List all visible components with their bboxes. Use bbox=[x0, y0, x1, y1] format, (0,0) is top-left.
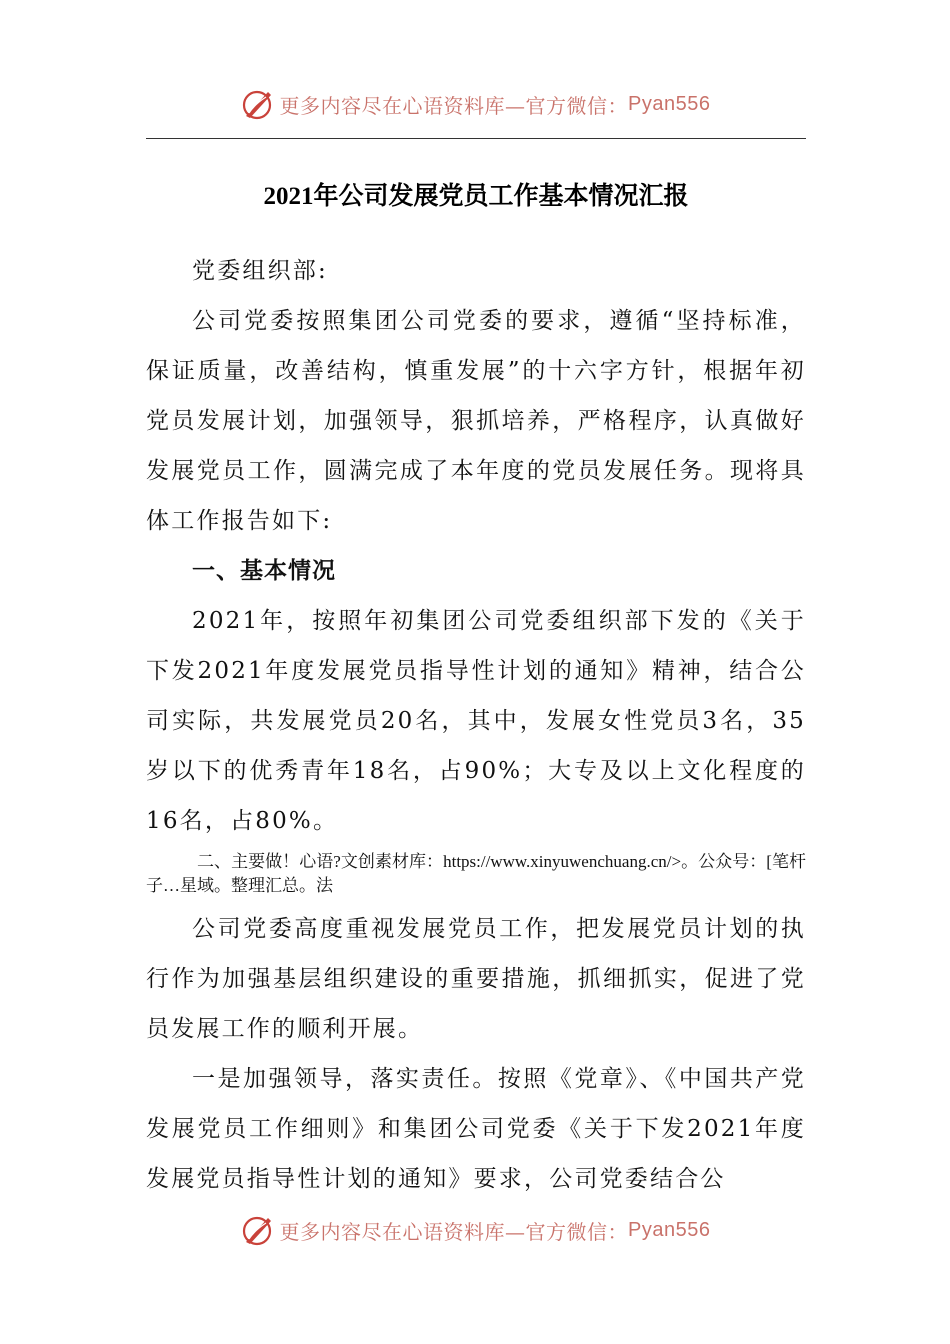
header-banner bbox=[0, 84, 950, 124]
quill-logo-icon bbox=[240, 86, 276, 122]
banner-wechat-id: Pyan556 bbox=[628, 92, 711, 115]
inserted-watermark-note: 二、主要做！心语?文创素材库：https://www.xinyuwenchuang.cn/>。公众号：[笔杆子…星域。整理汇总。法 bbox=[146, 852, 806, 895]
section1-paragraph: 2021年，按照年初集团公司党委组织部下发的《关于下发2021年度发展党员指导性计划的通知》精神，结合公司实际，共发展党员20名，其中，发展女性党员3名，35岁以下的优秀青年18名，占90%；大专及以上文化程度的16名，占80%。 bbox=[146, 608, 806, 834]
banner-text: 更多内容尽在心语资料库—官方微信： bbox=[279, 93, 629, 118]
footer-banner-text: 更多内容尽在心语资料库—官方微信： bbox=[279, 1219, 629, 1244]
paragraph-3: 一是加强领导，落实责任。按照《党章》、《中国共产党发展党员工作细则》和集团公司党委《关于下发2021年度发展党员指导性计划的通知》要求，公司党委结合公 bbox=[146, 1066, 806, 1192]
quill-logo-icon bbox=[240, 1212, 276, 1248]
footer-wechat-id: Pyan556 bbox=[628, 1218, 711, 1241]
intro-paragraph: 公司党委按照集团公司党委的要求，遵循“坚持标准，保证质量，改善结构，慎重发展”的十六字方针，根据年初党员发展计划，加强领导，狠抓培养，严格程序，认真做好发展党员工作，圆满完成了本年度的党员发展任务。现将具体工作报告如下: bbox=[146, 308, 806, 534]
footer-banner bbox=[0, 1210, 950, 1250]
salutation: 党委组织部: bbox=[192, 258, 328, 284]
section-heading-basic: 一、基本情况 bbox=[192, 558, 336, 584]
document-title: 2021年公司发展党员工作基本情况汇报 bbox=[263, 183, 689, 210]
paragraph-2: 公司党委高度重视发展党员工作，把发展党员计划的执行作为加强基层组织建设的重要措施，抓细抓实，促进了党员发展工作的顺利开展。 bbox=[146, 916, 806, 1042]
header-divider bbox=[146, 138, 806, 139]
document-body bbox=[146, 246, 806, 1204]
